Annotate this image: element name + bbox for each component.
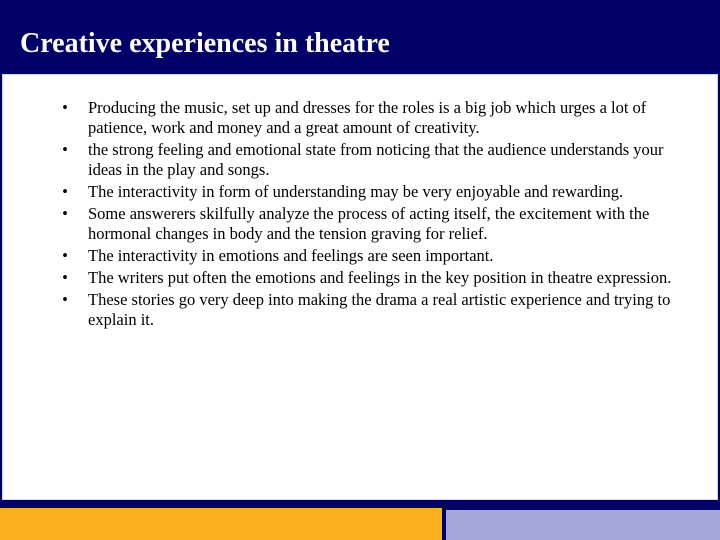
footer-accent-lavender [446, 510, 720, 540]
bullet-text: The interactivity in emotions and feelings are seen important. [88, 246, 494, 265]
bullet-text: Some answerers skilfully analyze the process of acting itself, the excitement with the hormonal changes in body and the tension graving for relief. [88, 204, 650, 243]
list-item [2, 140, 718, 180]
bullet-list [2, 98, 718, 332]
bullet-point-icon: • [62, 182, 68, 201]
list-item [2, 290, 718, 330]
bullet-text: The writers put often the emotions and feelings in the key position in theatre expression. [88, 268, 672, 287]
bullet-text: Producing the music, set up and dresses for the roles is a big job which urges a lot of patience, work and money and a great amount of creativity. [88, 98, 647, 137]
bullet-text: These stories go very deep into making the drama a real artistic experience and trying to explain it. [88, 290, 671, 329]
content-panel [2, 74, 718, 500]
bullet-point-icon: • [62, 268, 68, 287]
title-bar [0, 0, 720, 74]
list-item [2, 246, 718, 266]
list-item [2, 268, 718, 288]
footer-accent-orange [0, 508, 442, 540]
bullet-text: The interactivity in form of understanding may be very enjoyable and rewarding. [88, 182, 624, 201]
list-item [2, 98, 718, 138]
bullet-point-icon: • [62, 140, 68, 159]
bullet-point-icon: • [62, 290, 68, 309]
bullet-point-icon: • [62, 98, 68, 117]
slide-title: Creative experiences in theatre [20, 28, 390, 59]
bullet-point-icon: • [62, 246, 68, 265]
bullet-point-icon: • [62, 204, 68, 223]
list-item [2, 204, 718, 244]
bullet-text: the strong feeling and emotional state from noticing that the audience understands your ideas in the play and songs. [88, 140, 664, 179]
list-item [2, 182, 718, 202]
